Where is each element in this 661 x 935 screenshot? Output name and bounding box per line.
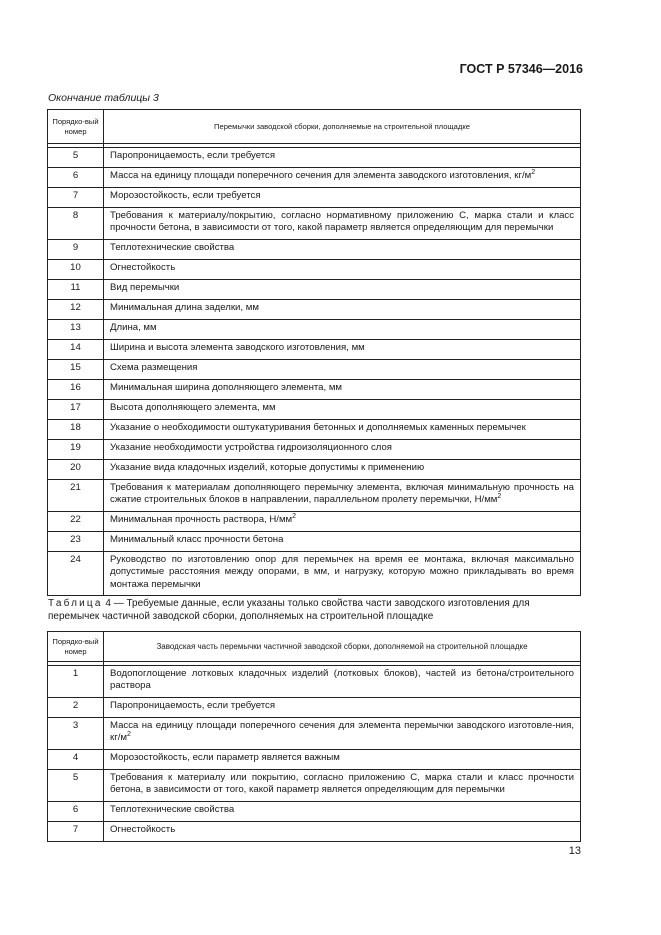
row-text: Указание о необходимости оштукатуривания бетонных и дополняемых каменных перемычек [110, 422, 526, 433]
row-description [104, 718, 581, 750]
table-row [48, 240, 581, 260]
table-row [48, 770, 581, 802]
table-row [48, 512, 581, 532]
row-text: Требования к материалу или покрытию, согласно приложению С, марка стали и класс прочности бетона, в зависимости от того, какой параметр является определяющим для перемычки [110, 772, 574, 796]
row-text: Минимальная ширина дополняющего элемента, мм [110, 382, 343, 393]
row-number: 17 [48, 400, 104, 420]
row-description [104, 750, 581, 770]
row-text: Вид перемычки [110, 282, 180, 293]
superscript: 2 [126, 731, 131, 739]
row-text: Высота дополняющего элемента, мм [110, 402, 276, 413]
row-number: 7 [48, 822, 104, 842]
row-description [104, 168, 581, 188]
row-number: 22 [48, 512, 104, 532]
row-description [104, 400, 581, 420]
row-number: 6 [48, 168, 104, 188]
row-text: Длина, мм [110, 322, 157, 333]
page-number: 13 [568, 845, 581, 857]
row-description [104, 188, 581, 208]
row-number: 7 [48, 188, 104, 208]
standard-code: ГОСТ Р 57346—2016 [459, 62, 583, 76]
row-number: 2 [48, 698, 104, 718]
row-text: Морозостойкость, если требуется [110, 190, 261, 201]
row-number: 14 [48, 340, 104, 360]
row-description [104, 340, 581, 360]
row-number: 4 [48, 750, 104, 770]
row-text: Ширина и высота элемента заводского изготовления, мм [110, 342, 365, 353]
superscript: 2 [292, 512, 297, 520]
row-description [104, 300, 581, 320]
row-text: Масса на единицу площади поперечного сечения для элемента перемычки заводского изготовле-ния, кг/м [110, 720, 574, 744]
table-row [48, 148, 581, 168]
table-row [48, 188, 581, 208]
table-row [48, 420, 581, 440]
row-text: Огнестойкость [110, 262, 176, 273]
table3-caption: Окончание таблицы 3 [48, 92, 159, 104]
row-text: Масса на единицу площади поперечного сечения для элемента заводского изготовления, кг/м [110, 170, 532, 181]
row-description [104, 480, 581, 512]
superscript: 2 [531, 168, 536, 176]
table4-caption [48, 598, 582, 623]
row-text: Минимальный класс прочности бетона [110, 534, 284, 545]
row-number: 21 [48, 480, 104, 512]
row-text: Паропроницаемость, если требуется [110, 150, 276, 161]
row-number: 11 [48, 280, 104, 300]
row-number: 18 [48, 420, 104, 440]
table-row [48, 552, 581, 596]
table4-col-number-header: Порядко-вый номер [48, 632, 104, 662]
row-description [104, 208, 581, 240]
row-description [104, 770, 581, 802]
row-description [104, 552, 581, 596]
table-row [48, 280, 581, 300]
table-row [48, 460, 581, 480]
row-number: 15 [48, 360, 104, 380]
row-number: 23 [48, 532, 104, 552]
table-3 [47, 109, 581, 596]
row-description [104, 280, 581, 300]
row-text: Паропроницаемость, если требуется [110, 700, 276, 711]
table-row [48, 532, 581, 552]
table-row [48, 168, 581, 188]
table-row [48, 300, 581, 320]
table-row [48, 822, 581, 842]
row-text: Указание необходимости устройства гидроизоляционного слоя [110, 442, 392, 453]
table3-col-number-header: Порядко-вый номер [48, 110, 104, 144]
row-description [104, 360, 581, 380]
row-number: 12 [48, 300, 104, 320]
table-row [48, 698, 581, 718]
row-description [104, 260, 581, 280]
table4-caption-prefix: Таблица [48, 598, 103, 609]
row-text: Требования к материалу/покрытию, согласно нормативному приложению С, марка стали и класс прочности бетона, в зависимости от того, какой параметр является определяющим для перемычки [110, 210, 574, 234]
table-row [48, 400, 581, 420]
row-number: 5 [48, 770, 104, 802]
row-description [104, 440, 581, 460]
row-number: 6 [48, 802, 104, 822]
table4-body [48, 662, 581, 842]
row-description [104, 460, 581, 480]
row-description [104, 420, 581, 440]
table-row [48, 440, 581, 460]
row-description [104, 802, 581, 822]
row-number: 8 [48, 208, 104, 240]
table3-body [48, 144, 581, 596]
table-4 [47, 631, 581, 842]
row-text: Огнестойкость [110, 824, 176, 835]
row-text: Руководство по изготовлению опор для перемычек на время ее монтажа, включая максимально допустимые расстояния между опорами, в мм, и нагрузку, которую можно прикладывать во время монтажа перемычки [110, 554, 574, 590]
table-row [48, 666, 581, 698]
row-text: Требования к материалам дополняющего перемычку элемента, включая минимальную прочность на сжатие строительных блоков в направлении, параллельном пролету перемычки, Н/мм [110, 482, 574, 506]
table-row [48, 802, 581, 822]
row-description [104, 320, 581, 340]
row-number: 24 [48, 552, 104, 596]
table-row [48, 750, 581, 770]
row-text: Водопоглощение лотковых кладочных изделий (лотковых блоков), частей из бетона/строительного раствора [110, 668, 574, 692]
row-number: 5 [48, 148, 104, 168]
table-row [48, 718, 581, 750]
table-row [48, 340, 581, 360]
table-row [48, 260, 581, 280]
table-row [48, 208, 581, 240]
table3-col-description-header: Перемычки заводской сборки, дополняемые на строительной площадке [104, 110, 581, 144]
row-description [104, 532, 581, 552]
table-row [48, 480, 581, 512]
row-number: 16 [48, 380, 104, 400]
row-description [104, 240, 581, 260]
row-text: Указание вида кладочных изделий, которые допустимы к применению [110, 462, 425, 473]
table-row [48, 360, 581, 380]
row-text: Схема размещения [110, 362, 198, 373]
superscript: 2 [497, 493, 502, 501]
row-text: Минимальная прочность раствора, Н/мм [110, 514, 293, 525]
row-number: 9 [48, 240, 104, 260]
row-description [104, 666, 581, 698]
table4-col-description-header: Заводская часть перемычки частичной заводской сборки, дополняемой на строительной площадке [104, 632, 581, 662]
row-description [104, 380, 581, 400]
row-text: Минимальная длина заделки, мм [110, 302, 259, 313]
table-row [48, 380, 581, 400]
row-text: Теплотехнические свойства [110, 242, 235, 253]
row-description [104, 822, 581, 842]
row-text: Теплотехнические свойства [110, 804, 235, 815]
row-description [104, 698, 581, 718]
row-number: 10 [48, 260, 104, 280]
row-description [104, 512, 581, 532]
row-number: 1 [48, 666, 104, 698]
table4-caption-text: 4 — Требуемые данные, если указаны только свойства части заводского изготовления для перемычек частичной заводской сборки, дополняемых на строительной площадке [48, 598, 530, 622]
row-number: 3 [48, 718, 104, 750]
row-number: 13 [48, 320, 104, 340]
row-number: 19 [48, 440, 104, 460]
row-description [104, 148, 581, 168]
row-text: Морозостойкость, если параметр является важным [110, 752, 340, 763]
row-number: 20 [48, 460, 104, 480]
table-row [48, 320, 581, 340]
